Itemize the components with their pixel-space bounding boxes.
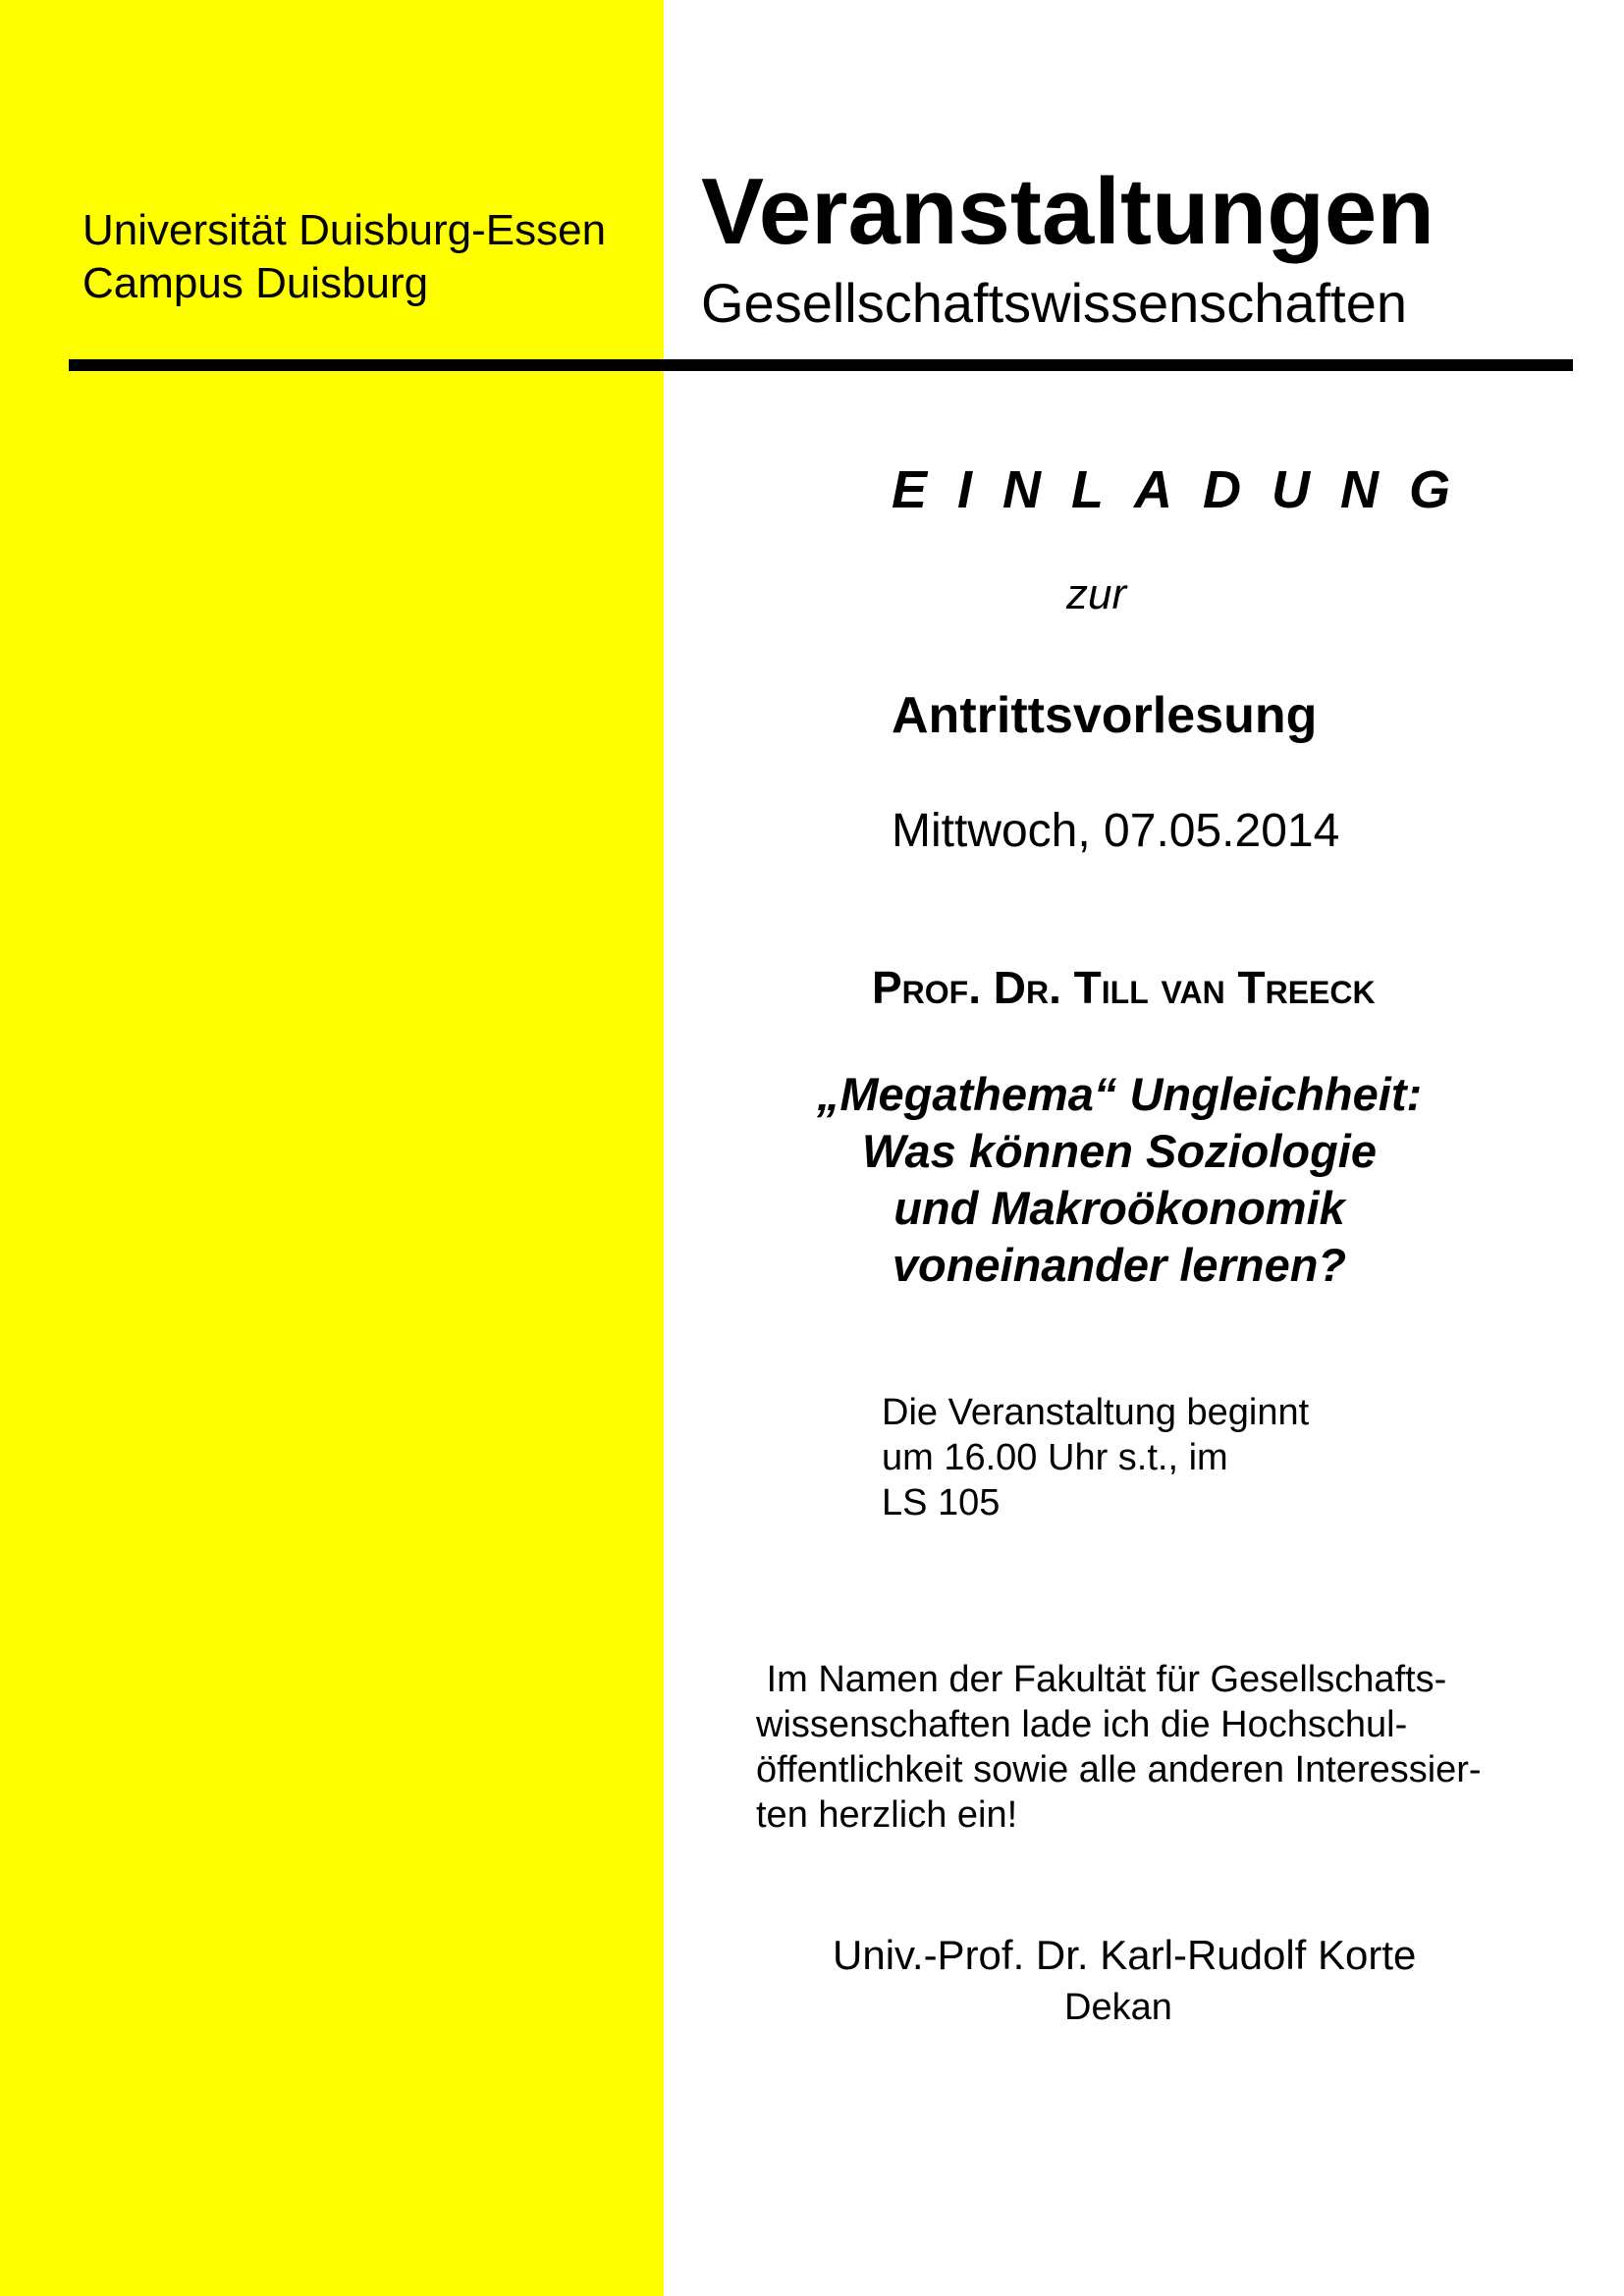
invitation-heading: EINLADUNG — [892, 460, 1481, 519]
invitation-text-line: wissenschaften lade ich die Hochschul- — [756, 1704, 1408, 1745]
header-subtitle: Gesellschaftswissenschaften — [701, 272, 1408, 334]
header-divider — [69, 359, 1573, 371]
signatory-role: Dekan — [1064, 1987, 1172, 2028]
lecture-title-line: Was können Soziologie — [861, 1125, 1378, 1177]
lecture-title-line: und Makroökonomik — [893, 1182, 1345, 1234]
signatory-name: Univ.-Prof. Dr. Karl-Rudolf Korte — [833, 1932, 1417, 1978]
lecture-title-line: voneinander lernen? — [892, 1239, 1347, 1291]
yellow-side-band — [0, 0, 664, 2296]
event-details — [882, 1390, 1309, 1525]
invitation-text-line: öffentlichkeit sowie alle anderen Interessier- — [756, 1749, 1482, 1790]
details-line: Die Veranstaltung beginnt — [882, 1392, 1310, 1433]
event-date: Mittwoch, 07.05.2014 — [892, 805, 1340, 857]
campus-name: Campus Duisburg — [82, 259, 429, 307]
university-name: Universität Duisburg-Essen — [82, 206, 607, 254]
invitation-zur: zur — [1066, 570, 1127, 618]
invitation-text — [756, 1657, 1482, 1838]
details-line: LS 105 — [882, 1482, 1001, 1523]
details-line: um 16.00 Uhr s.t., im — [882, 1437, 1228, 1478]
header-title: Veranstaltungen — [701, 159, 1435, 264]
university-block — [82, 204, 606, 310]
speaker-name: Prof. Dr. Till van Treeck — [872, 962, 1376, 1013]
lecture-title-line: „Megathema“ Ungleichheit: — [816, 1068, 1423, 1120]
invitation-text-line: ten herzlich ein! — [756, 1794, 1018, 1836]
invitation-text-line: Im Namen der Fakultät für Gesellschafts- — [756, 1659, 1447, 1700]
event-type: Antrittsvorlesung — [892, 687, 1318, 744]
lecture-title — [746, 1066, 1492, 1294]
